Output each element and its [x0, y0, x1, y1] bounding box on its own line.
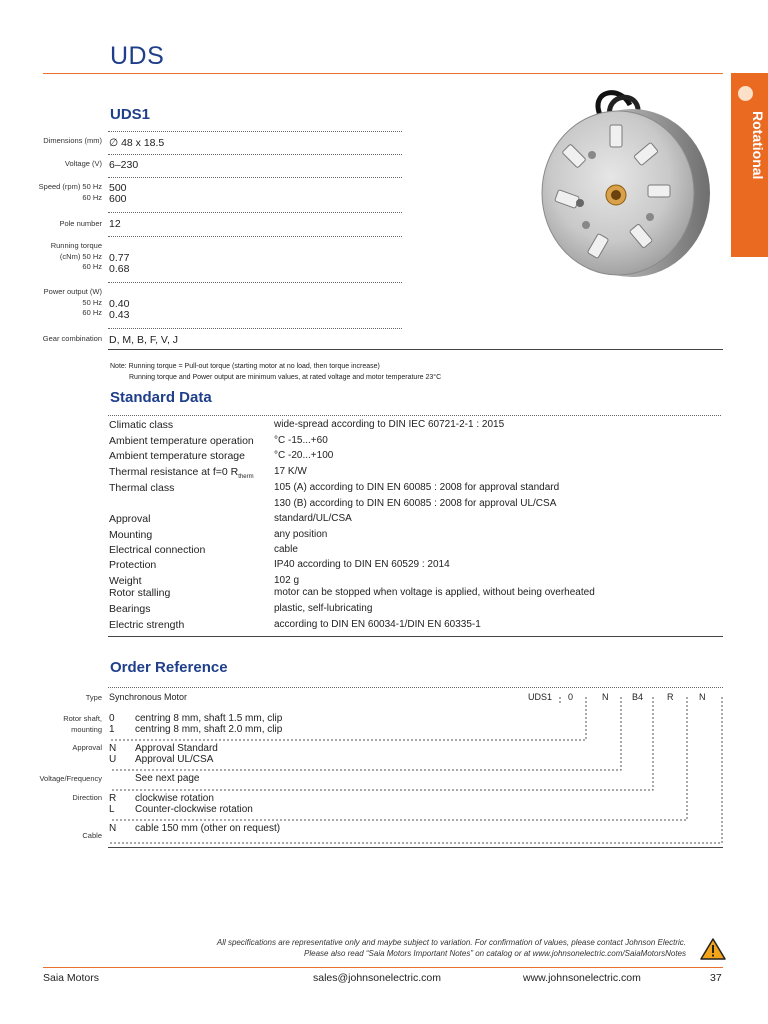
disclaimer-line-2: Please also read “Saia Motors Important Notes” on catalog or at www.johnsonelectric.com/SaiaMotorsNotes — [304, 949, 686, 958]
std-row-value: plastic, self-lubricating — [274, 603, 373, 614]
order-group-label-line: mounting — [71, 725, 102, 734]
order-option-code: U — [109, 754, 117, 765]
order-group-label-line: Approval — [72, 743, 102, 752]
std-row-label: Mounting — [109, 529, 153, 541]
spec-label-line: Gear combination — [42, 334, 102, 343]
spec-label-line: Speed (rpm) 50 Hz — [38, 182, 102, 191]
std-row-label: Approval — [109, 513, 151, 525]
order-group-label-line: Direction — [72, 793, 102, 802]
order-option-desc: See next page — [135, 773, 200, 784]
std-row-value: 105 (A) according to DIN EN 60085 : 2008 for approval standard — [274, 482, 560, 493]
order-code-segment: R — [667, 692, 674, 702]
spec-value-line: 0.68 — [109, 263, 130, 275]
order-code-segment: UDS1 — [528, 692, 553, 702]
order-option-code: N — [109, 823, 117, 834]
order-option-desc: centring 8 mm, shaft 1.5 mm, clip — [135, 713, 283, 724]
footer-website[interactable]: www.johnsonelectric.com — [523, 972, 641, 984]
std-row-value: 17 K/W — [274, 466, 307, 477]
std-row-value: standard/UL/CSA — [274, 513, 352, 524]
footer-page-number: 37 — [710, 972, 722, 984]
spec-label-line: 60 Hz — [82, 262, 102, 271]
std-row-label: Rotor stalling — [109, 587, 171, 599]
order-option-desc: cable 150 mm (other on request) — [135, 823, 281, 834]
std-row-label: Thermal resistance at f=0 $R_{therm}$ — [109, 466, 254, 481]
std-row-value: any position — [274, 529, 328, 540]
std-row-value: IP40 according to DIN EN 60529 : 2014 — [274, 559, 450, 570]
order-type-value: Synchronous Motor — [109, 692, 188, 702]
std-row-value: cable — [274, 544, 298, 555]
disclaimer — [217, 937, 686, 959]
std-row-label-sub: therm — [238, 474, 254, 481]
std-row-label: Ambient temperature operation — [109, 435, 254, 447]
warning-icon — [700, 937, 726, 961]
std-row-value: °C -20...+100 — [274, 450, 334, 461]
std-row-value: °C -15...+60 — [274, 435, 328, 446]
order-group-label — [72, 742, 102, 753]
spec-value-line: 6–230 — [109, 159, 139, 171]
std-row-value: 130 (B) according to DIN EN 60085 : 2008 for approval UL/CSA — [274, 498, 557, 509]
std-row-label: Electrical connection — [109, 544, 206, 556]
std-row-label: Thermal class — [109, 482, 175, 494]
std-row-value: according to DIN EN 60034-1/DIN EN 60335-1 — [274, 619, 481, 630]
order-type-label: Type — [85, 693, 102, 702]
footer-rule — [43, 967, 723, 968]
spec-value-line: 0.40 — [109, 298, 130, 310]
order-reference-title: Order Reference — [110, 659, 228, 676]
order-code-segment: N — [602, 692, 609, 702]
order-end-rule — [108, 847, 723, 848]
note-line-1: Note: Running torque = Pull-out torque (starting motor at no load, then torque increase) — [110, 363, 380, 370]
order-option-desc: Approval Standard — [135, 743, 218, 754]
std-row-label: Climatic class — [109, 419, 174, 431]
spec-label-line: Dimensions (mm) — [43, 136, 102, 145]
spec-value-line: 600 — [109, 193, 127, 205]
order-code-segment: 0 — [568, 692, 574, 702]
std-row-value: wide-spread according to DIN IEC 60721-2-1 : 2015 — [274, 419, 505, 430]
side-tab-label: Rotational — [750, 111, 766, 180]
disclaimer-line-1: All specifications are representative only and maybe subject to variation. For confirmation of values, please contact Johnson Electric. — [216, 938, 686, 947]
page-title: UDS — [110, 42, 165, 70]
order-option-desc: Approval UL/CSA — [135, 754, 214, 765]
order-option-desc: clockwise rotation — [135, 793, 214, 804]
order-group-label — [72, 792, 102, 803]
spec-label-line: Voltage (V) — [64, 159, 102, 168]
spec-value-line: 500 — [109, 182, 127, 194]
spec-label-line: 50 Hz — [82, 297, 102, 307]
order-option-desc: Counter-clockwise rotation — [135, 804, 253, 815]
std-row-label: Ambient temperature storage — [109, 450, 245, 462]
standard-data-title: Standard Data — [110, 389, 212, 406]
order-group-label-line: Voltage/Frequency — [39, 774, 102, 783]
footer-brand: Saia Motors — [43, 972, 100, 984]
spec-label-line: 60 Hz — [82, 308, 102, 317]
std-row-label: Weight — [109, 575, 142, 587]
spec-label-line: Pole number — [59, 219, 102, 228]
std-row-value: motor can be stopped when voltage is applied, without being overheated — [274, 587, 595, 598]
order-code-segment: N — [699, 692, 706, 702]
std-row-value: 102 g — [274, 575, 300, 586]
order-group-label-line: Cable — [82, 831, 102, 840]
order-option-code: R — [109, 793, 117, 804]
spec-value-line: ∅ 48 x 18.5 — [109, 137, 165, 149]
footer-email[interactable]: sales@johnsonelectric.com — [313, 972, 441, 984]
order-option-code: 1 — [109, 724, 115, 735]
note-line-2: Running torque and Power output are minimum values, at rated voltage and motor temperature 23°C — [129, 374, 442, 381]
std-row-label: Bearings — [109, 603, 151, 615]
spec-value-line: 12 — [109, 218, 121, 230]
order-option-desc: centring 8 mm, shaft 2.0 mm, clip — [135, 724, 283, 735]
order-option-code: L — [109, 804, 115, 815]
spec-label-line: Running torque — [50, 241, 102, 250]
spec-value-line: 0.43 — [109, 309, 130, 321]
std-row-label: Protection — [109, 559, 157, 571]
spec-label-line: Power output (W) — [43, 287, 102, 296]
order-group-label — [39, 773, 102, 784]
order-group-label — [82, 830, 102, 841]
order-code-segment: B4 — [632, 692, 644, 702]
order-option-code: 0 — [109, 713, 115, 724]
spec-value-line: 0.77 — [109, 252, 130, 264]
spec-label-line: 60 Hz — [82, 192, 102, 202]
order-group-label — [63, 713, 102, 735]
order-option-code: N — [109, 743, 117, 754]
spec-value-line: D, M, B, F, V, J — [109, 334, 179, 346]
model-title: UDS1 — [110, 106, 151, 123]
spec-label-line: (cNm) 50 Hz — [59, 251, 102, 261]
order-group-label-line: Rotor shaft, — [63, 714, 102, 723]
std-row-label: Electric strength — [109, 619, 185, 631]
